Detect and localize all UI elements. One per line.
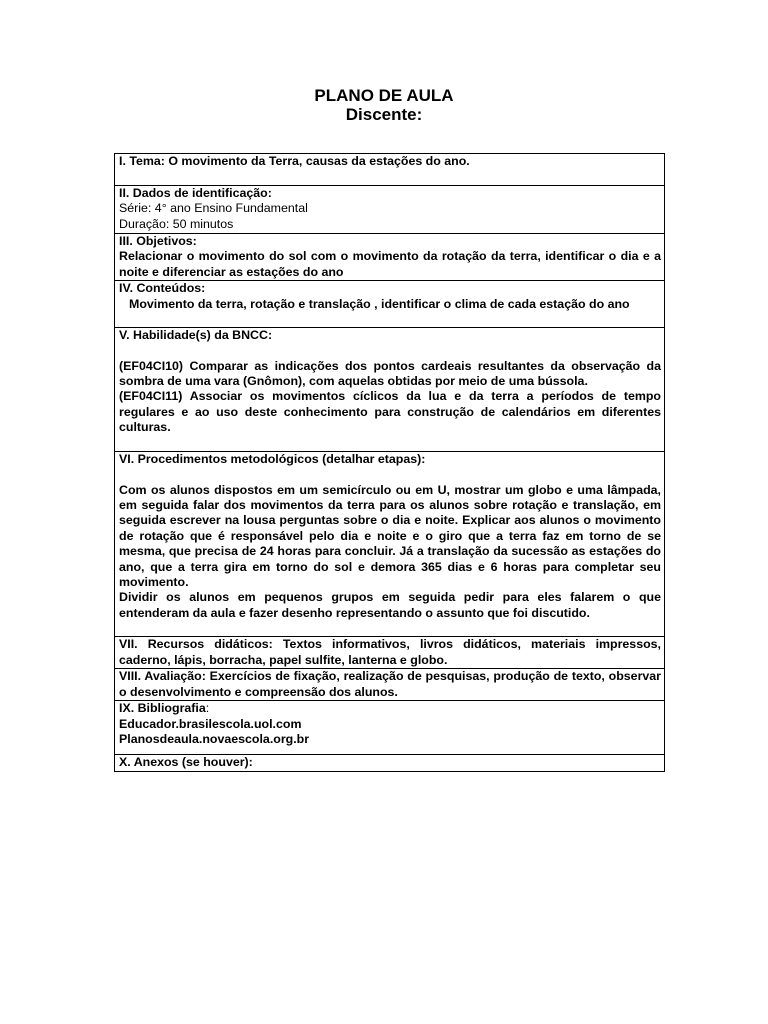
row-identificacao <box>115 186 665 234</box>
procedimentos-paragraph: Dividir os alunos em pequenos grupos em seguida pedir para eles falarem o que entenderam da aula e fazer desenho representando o assunto que foi discutido. <box>119 590 661 620</box>
objetivos-text: Relacionar o movimento do sol com o movimento da rotação da terra, identificar o dia e a noite e diferenciar as estações do ano <box>119 249 661 279</box>
habilidade-item: (EF04CI10) Comparar as indicações dos pontos cardeais resultantes da observação da sombra de uma vara (Gnômon), com aquelas obtidas por meio de uma bússola. <box>119 358 661 389</box>
procedimentos-paragraph: Com os alunos dispostos em um semicírculo ou em U, mostrar um globo e uma lâmpada, em seguida falar dos movimentos da terra para os alunos sobre rotação e translação, em seguida escrever na lousa perguntas sobre o dia e noite. Explicar aos alunos o movimento de rotação que é responsável pelo dia e noite e o giro que a terra faz em torno de se mesma, que precisa de 24 horas para concluir. Já a translação da sucessão as estações do ano, que a terra gira em torno do sol e demora 365 dias e 6 horas para completar seu movimento. <box>119 482 661 590</box>
identificacao-heading: II. Dados de identificação: <box>119 186 272 200</box>
habilidades-heading: V. Habilidade(s) da BNCC: <box>119 328 273 343</box>
tema-heading: I. Tema: O movimento da Terra, causas da estações do ano. <box>119 154 470 168</box>
bibliografia-link: Educador.brasilescola.uol.com <box>119 716 302 731</box>
row-conteudos <box>115 281 665 328</box>
cell-procedimentos <box>115 452 665 637</box>
document-title: PLANO DE AULA <box>314 86 454 105</box>
cell-tema <box>115 154 665 186</box>
cell-habilidades <box>115 328 665 452</box>
procedimentos-heading: VI. Procedimentos metodológicos (detalhar etapas): <box>119 452 426 467</box>
recursos-text: VII. Recursos didáticos: Textos informativos, livros didáticos, materiais impressos, caderno, lápis, borracha, papel sulfite, lanterna e globo. <box>119 637 661 667</box>
cell-conteudos <box>115 281 665 328</box>
document-header <box>0 86 768 124</box>
bibliografia-link: Planosdeaula.novaescola.org.br <box>119 732 310 747</box>
cell-identificacao <box>115 186 665 234</box>
cell-bibliografia <box>115 701 665 755</box>
cell-objetivos <box>115 234 665 281</box>
row-habilidades <box>115 328 665 452</box>
row-bibliografia <box>115 701 665 755</box>
habilidade-item: (EF04CI11) Associar os movimentos cíclicos da lua e da terra a períodos de tempo regulares e ao uso deste conhecimento para construção de calendários em diferentes culturas. <box>119 389 661 435</box>
conteudos-heading: IV. Conteúdos: <box>119 281 206 296</box>
document-subtitle: Discente: <box>345 105 423 124</box>
row-tema <box>115 154 665 186</box>
identificacao-duracao: Duração: 50 minutos <box>119 216 234 231</box>
row-procedimentos <box>115 452 665 637</box>
avaliacao-text: VIII. Avaliação: Exercícios de fixação, realização de pesquisas, produção de texto, observar o desenvolvimento e compreensão dos alunos. <box>119 669 661 699</box>
lesson-plan-table <box>114 153 665 772</box>
row-anexos <box>115 755 665 771</box>
row-avaliacao <box>115 669 665 701</box>
conteudos-text: Movimento da terra, rotação e translação , identificar o clima de cada estação do ano <box>129 296 630 311</box>
cell-recursos <box>115 637 665 669</box>
cell-anexos <box>115 755 665 771</box>
identificacao-serie: Série: 4° ano Ensino Fundamental <box>119 201 308 216</box>
bibliografia-heading: IX. Bibliografia <box>119 701 206 716</box>
row-objetivos <box>115 234 665 281</box>
anexos-heading: X. Anexos (se houver): <box>119 755 253 770</box>
row-recursos <box>115 637 665 669</box>
cell-avaliacao <box>115 669 665 701</box>
objetivos-heading: III. Objetivos: <box>119 234 197 248</box>
bibliografia-colon: : <box>205 701 210 716</box>
